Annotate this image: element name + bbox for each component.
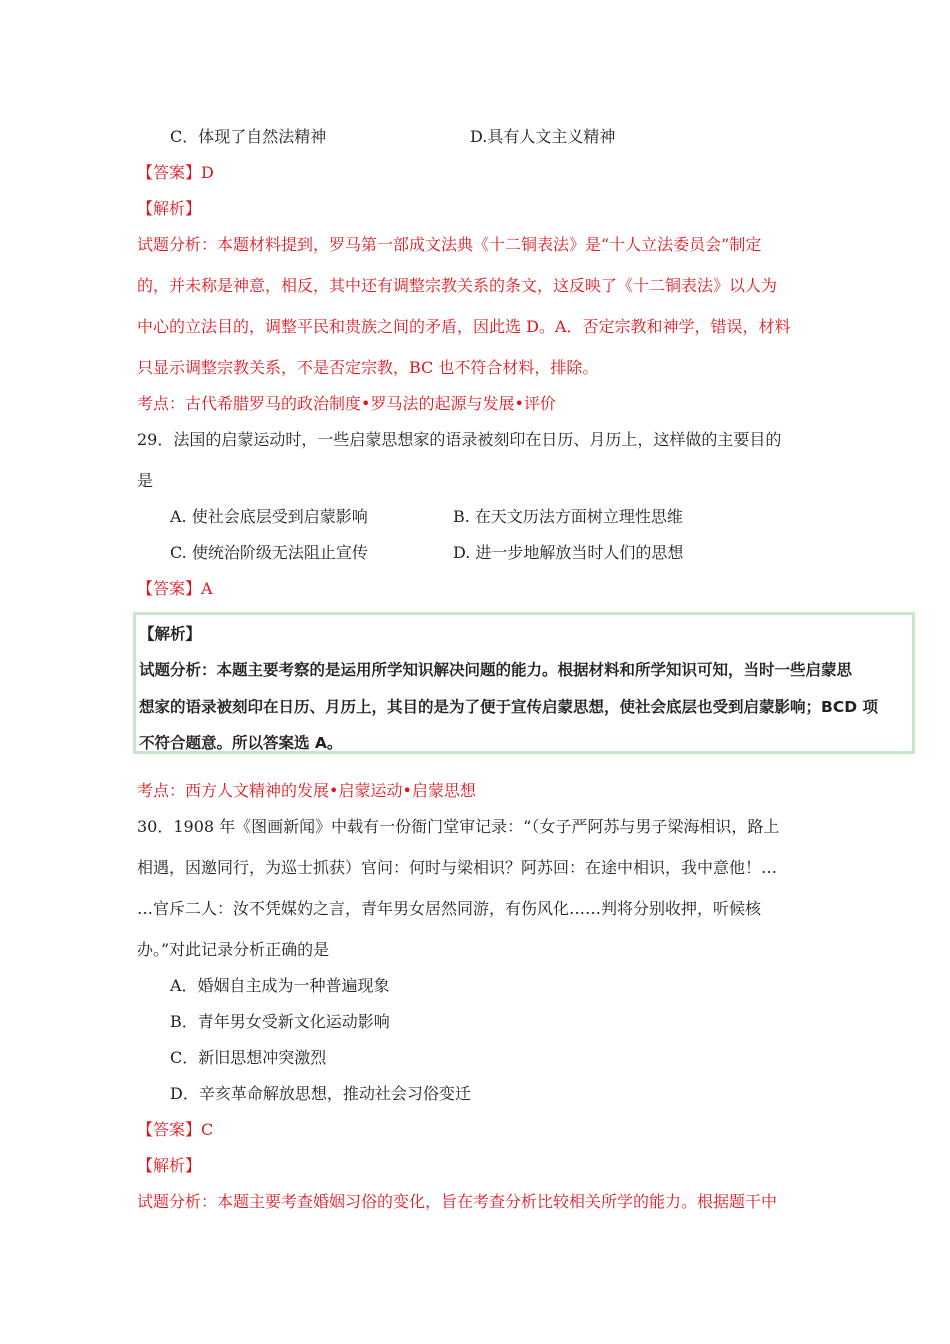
q28-option-d: D.具有人文主义精神 <box>470 127 616 146</box>
q28-analysis-label: 【解析】 <box>137 199 202 218</box>
q28-analysis-line: 试题分析：本题材料提到，罗马第一部成文法典《十二铜表法》是“十人立法委员会”制定 <box>137 235 762 254</box>
q29-stem-line: 是 <box>137 471 154 490</box>
q29-option-b: B. 在天文历法方面树立理性思维 <box>453 507 683 526</box>
q28-analysis-line: 的，并未称是神意，相反，其中还有调整宗教关系的条文，这反映了《十二铜表法》以人为 <box>137 276 778 295</box>
q29-option-d: D. 进一步地解放当时人们的思想 <box>453 543 684 562</box>
q30-stem-line: 相遇，因邀同行，为巡士抓获）官问：何时与梁相识？阿苏回：在途中相识，我中意他！… <box>137 858 778 877</box>
q29-option-c: C. 使统治阶级无法阻止宣传 <box>170 543 368 562</box>
q29-topic: 考点：西方人文精神的发展•启蒙运动•启蒙思想 <box>137 781 476 800</box>
answer-value: A <box>201 579 213 598</box>
q29-box-line: 试题分析：本题主要考察的是运用所学知识解决问题的能力。根据材料和所学知识可知，当时一些启蒙思 <box>139 661 853 679</box>
answer-label: 【答案】 <box>137 579 202 598</box>
q29-answer <box>137 578 213 600</box>
answer-value: C <box>201 1120 214 1139</box>
q30-stem-line: 办。”对此记录分析正确的是 <box>137 940 330 959</box>
q28-analysis-line: 中心的立法目的，调整平民和贵族之间的矛盾，因此选 D。A．否定宗教和神学，错误，材料 <box>137 317 791 336</box>
q30-option-a: A．婚姻自主成为一种普遍现象 <box>170 976 390 995</box>
answer-label: 【答案】 <box>137 1120 202 1139</box>
q30-stem-line: …官斥二人：汝不凭媒妁之言，青年男女居然同游，有伤风化……判将分别收押，听候核 <box>137 899 762 918</box>
q29-analysis-box <box>133 612 915 754</box>
q30-stem-line: 30．1908 年《图画新闻》中载有一份衙门堂审记录：“（女子严阿苏与男子梁海相识，路上 <box>137 817 780 836</box>
q30-option-b: B．青年男女受新文化运动影响 <box>170 1012 390 1031</box>
q28-option-c: C．体现了自然法精神 <box>170 127 327 146</box>
q30-option-d: D．辛亥革命解放思想，推动社会习俗变迁 <box>170 1084 471 1103</box>
q28-analysis-line: 只显示调整宗教关系，不是否定宗教，BC 也不符合材料，排除。 <box>137 358 599 377</box>
q30-option-c: C．新旧思想冲突激烈 <box>170 1048 327 1067</box>
q28-answer <box>137 162 214 184</box>
answer-label: 【答案】 <box>137 163 202 182</box>
q29-box-line: 不符合题意。所以答案选 A。 <box>139 734 343 752</box>
q30-analysis-label: 【解析】 <box>137 1156 202 1175</box>
q29-option-a: A. 使社会底层受到启蒙影响 <box>170 507 368 526</box>
answer-value: D <box>201 163 214 182</box>
q29-box-line: 想家的语录被刻印在日历、月历上，其目的是为了便于宣传启蒙思想，使社会底层也受到启蒙影响；BCD 项 <box>139 698 878 716</box>
q29-stem-line: 29．法国的启蒙运动时，一些启蒙思想家的语录被刻印在日历、月历上，这样做的主要目的 <box>137 430 782 449</box>
q30-analysis-line: 试题分析：本题主要考查婚姻习俗的变化，旨在考查分析比较相关所学的能力。根据题干中 <box>137 1192 778 1211</box>
q30-answer <box>137 1119 213 1141</box>
q28-topic: 考点：古代希腊罗马的政治制度•罗马法的起源与发展•评价 <box>137 394 556 413</box>
q29-box-label: 【解析】 <box>139 625 202 643</box>
